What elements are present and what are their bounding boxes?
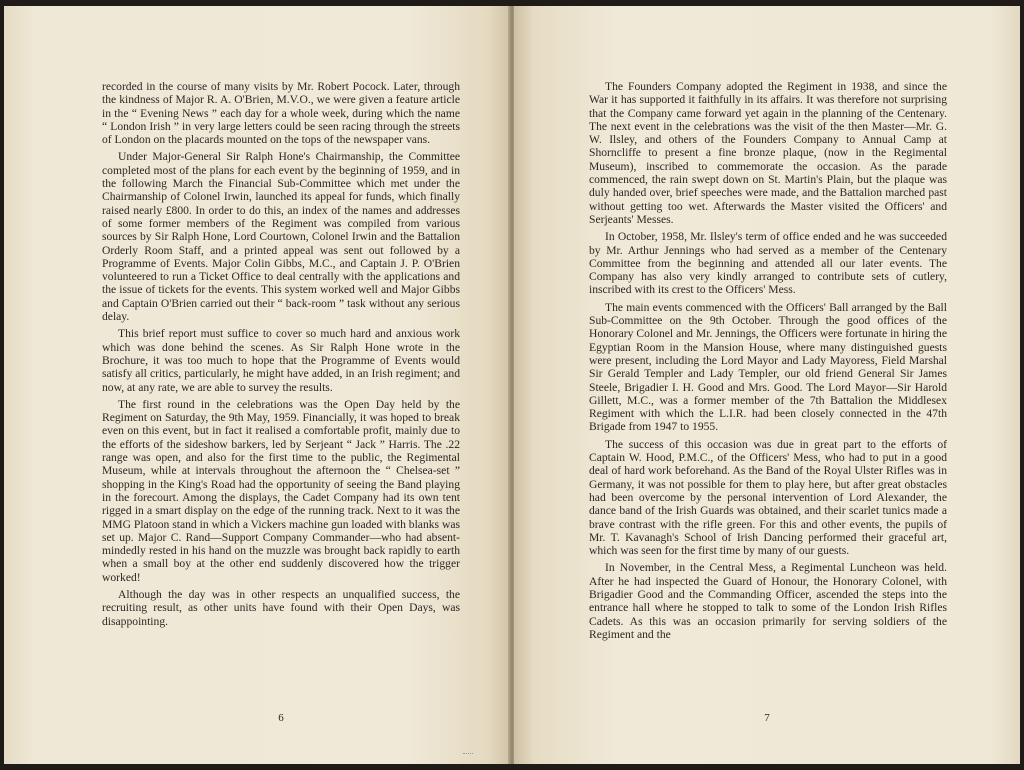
left-page-number: 6 (278, 712, 284, 724)
left-page-text (102, 80, 460, 632)
binding-mark (463, 749, 473, 754)
left-paragraph-2: Under Major-General Sir Ralph Hone's Chairmanship, the Committee completed most of the plans for each event by the beginning of 1959, and in the following March the Financial Sub-Committee which met under the Chairmanship of Colonel Irwin, launched its appeal for funds, which finally raised nearly £800. In order to do this, an index of the names and addresses of some former members of the Regiment was compiled from various sources by Sir Ralph Hone, Lord Courtown, Colonel Irwin and the Battalion Orderly Room Staff, and a printed appeal was sent out followed by a Programme of Events. Major Colin Gibbs, M.C., and Captain J. P. O'Brien volunteered to run a Ticket Office to deal centrally with the applications and the issue of tickets for the events. This system worked well and Major Gibbs and Captain O'Brien carried out their “ back-room ” task without any serious delay. (102, 150, 460, 324)
left-paragraph-5: Although the day was in other respects an unqualified success, the recruiting result, as other units have found with their Open Days, was disappointing. (102, 587, 460, 628)
left-paragraph-1: recorded in the course of many visits by Mr. Robert Pocock. Later, through the kindness of Major R. A. O'Brien, M.V.O., we were given a feature article in the “ Evening News ” each day for a whole week, during which the name “ London Irish ” in very large letters could be seen racing through the streets of London on the placards mounted on the tops of the newspaper vans. (102, 80, 460, 147)
right-paragraph-3: The main events commenced with the Officers' Ball arranged by the Ball Sub-Committee on the 9th October. Through the good offices of the Honorary Colonel and Mr. Jennings, the Officers were fortunate in hiring the Egyptian Room in the Mansion House, where many distinguished guests were present, including the Lord Mayor and Lady Mayoress, Field Marshal Sir Gerald Templer and Lady Templer, our old friend General Sir James Steele, Brigadier I. H. Good and Mrs. Good. The Lord Mayor—Sir Harold Gillett, M.C., was a former member of the 7th Battalion the Middlesex Regiment with which the L.I.R. had been closely connected in the 47th Brigade from 1947 to 1955. (589, 300, 947, 434)
left-paragraph-4: The first round in the celebrations was the Open Day held by the Regiment on Saturday, the 9th May, 1959. Financially, it was hoped to break even on this event, but in fact it realised a comfortable profit, mainly due to the efforts of the sideshow barkers, led by Serjeant “ Jack ” Harris. The .22 range was open, and also for the first time to the public, the Regimental Museum, while at intervals throughout the afternoon the “ Chelsea-set ” shopping in the King's Road had the opportunity of seeing the Band playing in the forecourt. Among the displays, the Cadet Company had its own tent rigged in a smart display on the edge of the running track. Next to it was the MMG Platoon stand in which a Vickers machine gun loaded with blanks was set up. Major C. Rand—Support Company Commander—who had absent-mindedly rested in his hand on the muzzle was brought back rapidly to earth when a small boy at the other end suddenly discovered how the trigger worked! (102, 397, 460, 584)
right-page-number: 7 (764, 712, 770, 724)
right-paragraph-2: In October, 1958, Mr. Ilsley's term of office ended and he was succeeded by Mr. Arthur Jennings who had served as a member of the Centenary Committee from the beginning and attended all our later events. The Company has also very kindly arranged to contribute sets of cutlery, inscribed with its crest to the Officers' Mess. (589, 230, 947, 297)
right-paragraph-4: The success of this occasion was due in great part to the efforts of Captain W. Hood, P.M.C., of the Officers' Mess, who had to put in a good deal of hard work beforehand. As the Band of the Royal Ulster Rifles was in Germany, it was not possible for them to play here, but after great obstacles had been overcome by the personal intervention of Lord Alexander, the dance band of the Irish Guards was obtained, and their scarlet tunics made a brave contrast with the rifle green. For this and other events, the pupils of Mr. T. Kavanagh's School of Irish Dancing performed their graceful art, which was seen for the first time by many of our guests. (589, 437, 947, 558)
left-page (4, 6, 510, 764)
right-page-text (589, 80, 947, 645)
right-paragraph-1: The Founders Company adopted the Regiment in 1938, and since the War it has supported it faithfully in its affairs. It was therefore not surprising that the Company came forward yet again in the planning of the Centenary. The next event in the celebrations was the visit of the then Master—Mr. G. W. Ilsley, and others of the Founders Company to Annual Camp at Shorncliffe to present a fine bronze plaque, (now in the Regimental Museum), inscribed to commemorate the occasion. As the parade commenced, the rain swept down on St. Martin's Plain, but the plaque was duly handed over, brief speeches were made, and the Battalion marched past without getting too wet. Afterwards the Master visited the Officers' and Serjeants' Messes. (589, 80, 947, 226)
right-paragraph-5: In November, in the Central Mess, a Regimental Luncheon was held. After he had inspected the Guard of Honour, the Honorary Colonel, with Brigadier Good and the Commanding Officer, ascended the steps into the entrance hall where he stopped to talk to some of the London Irish Rifles Cadets. As this was an occasion primarily for serving soldiers of the Regiment and the (589, 561, 947, 641)
left-paragraph-3: This brief report must suffice to cover so much hard and anxious work which was done behind the scenes. As Sir Ralph Hone wrote in the Brochure, it was too much to hope that the Programme of Events would satisfy all critics, particularly, he might have added, in an Irish regiment; and now, at any rate, we are able to survey the results. (102, 327, 460, 394)
right-page (514, 6, 1020, 764)
